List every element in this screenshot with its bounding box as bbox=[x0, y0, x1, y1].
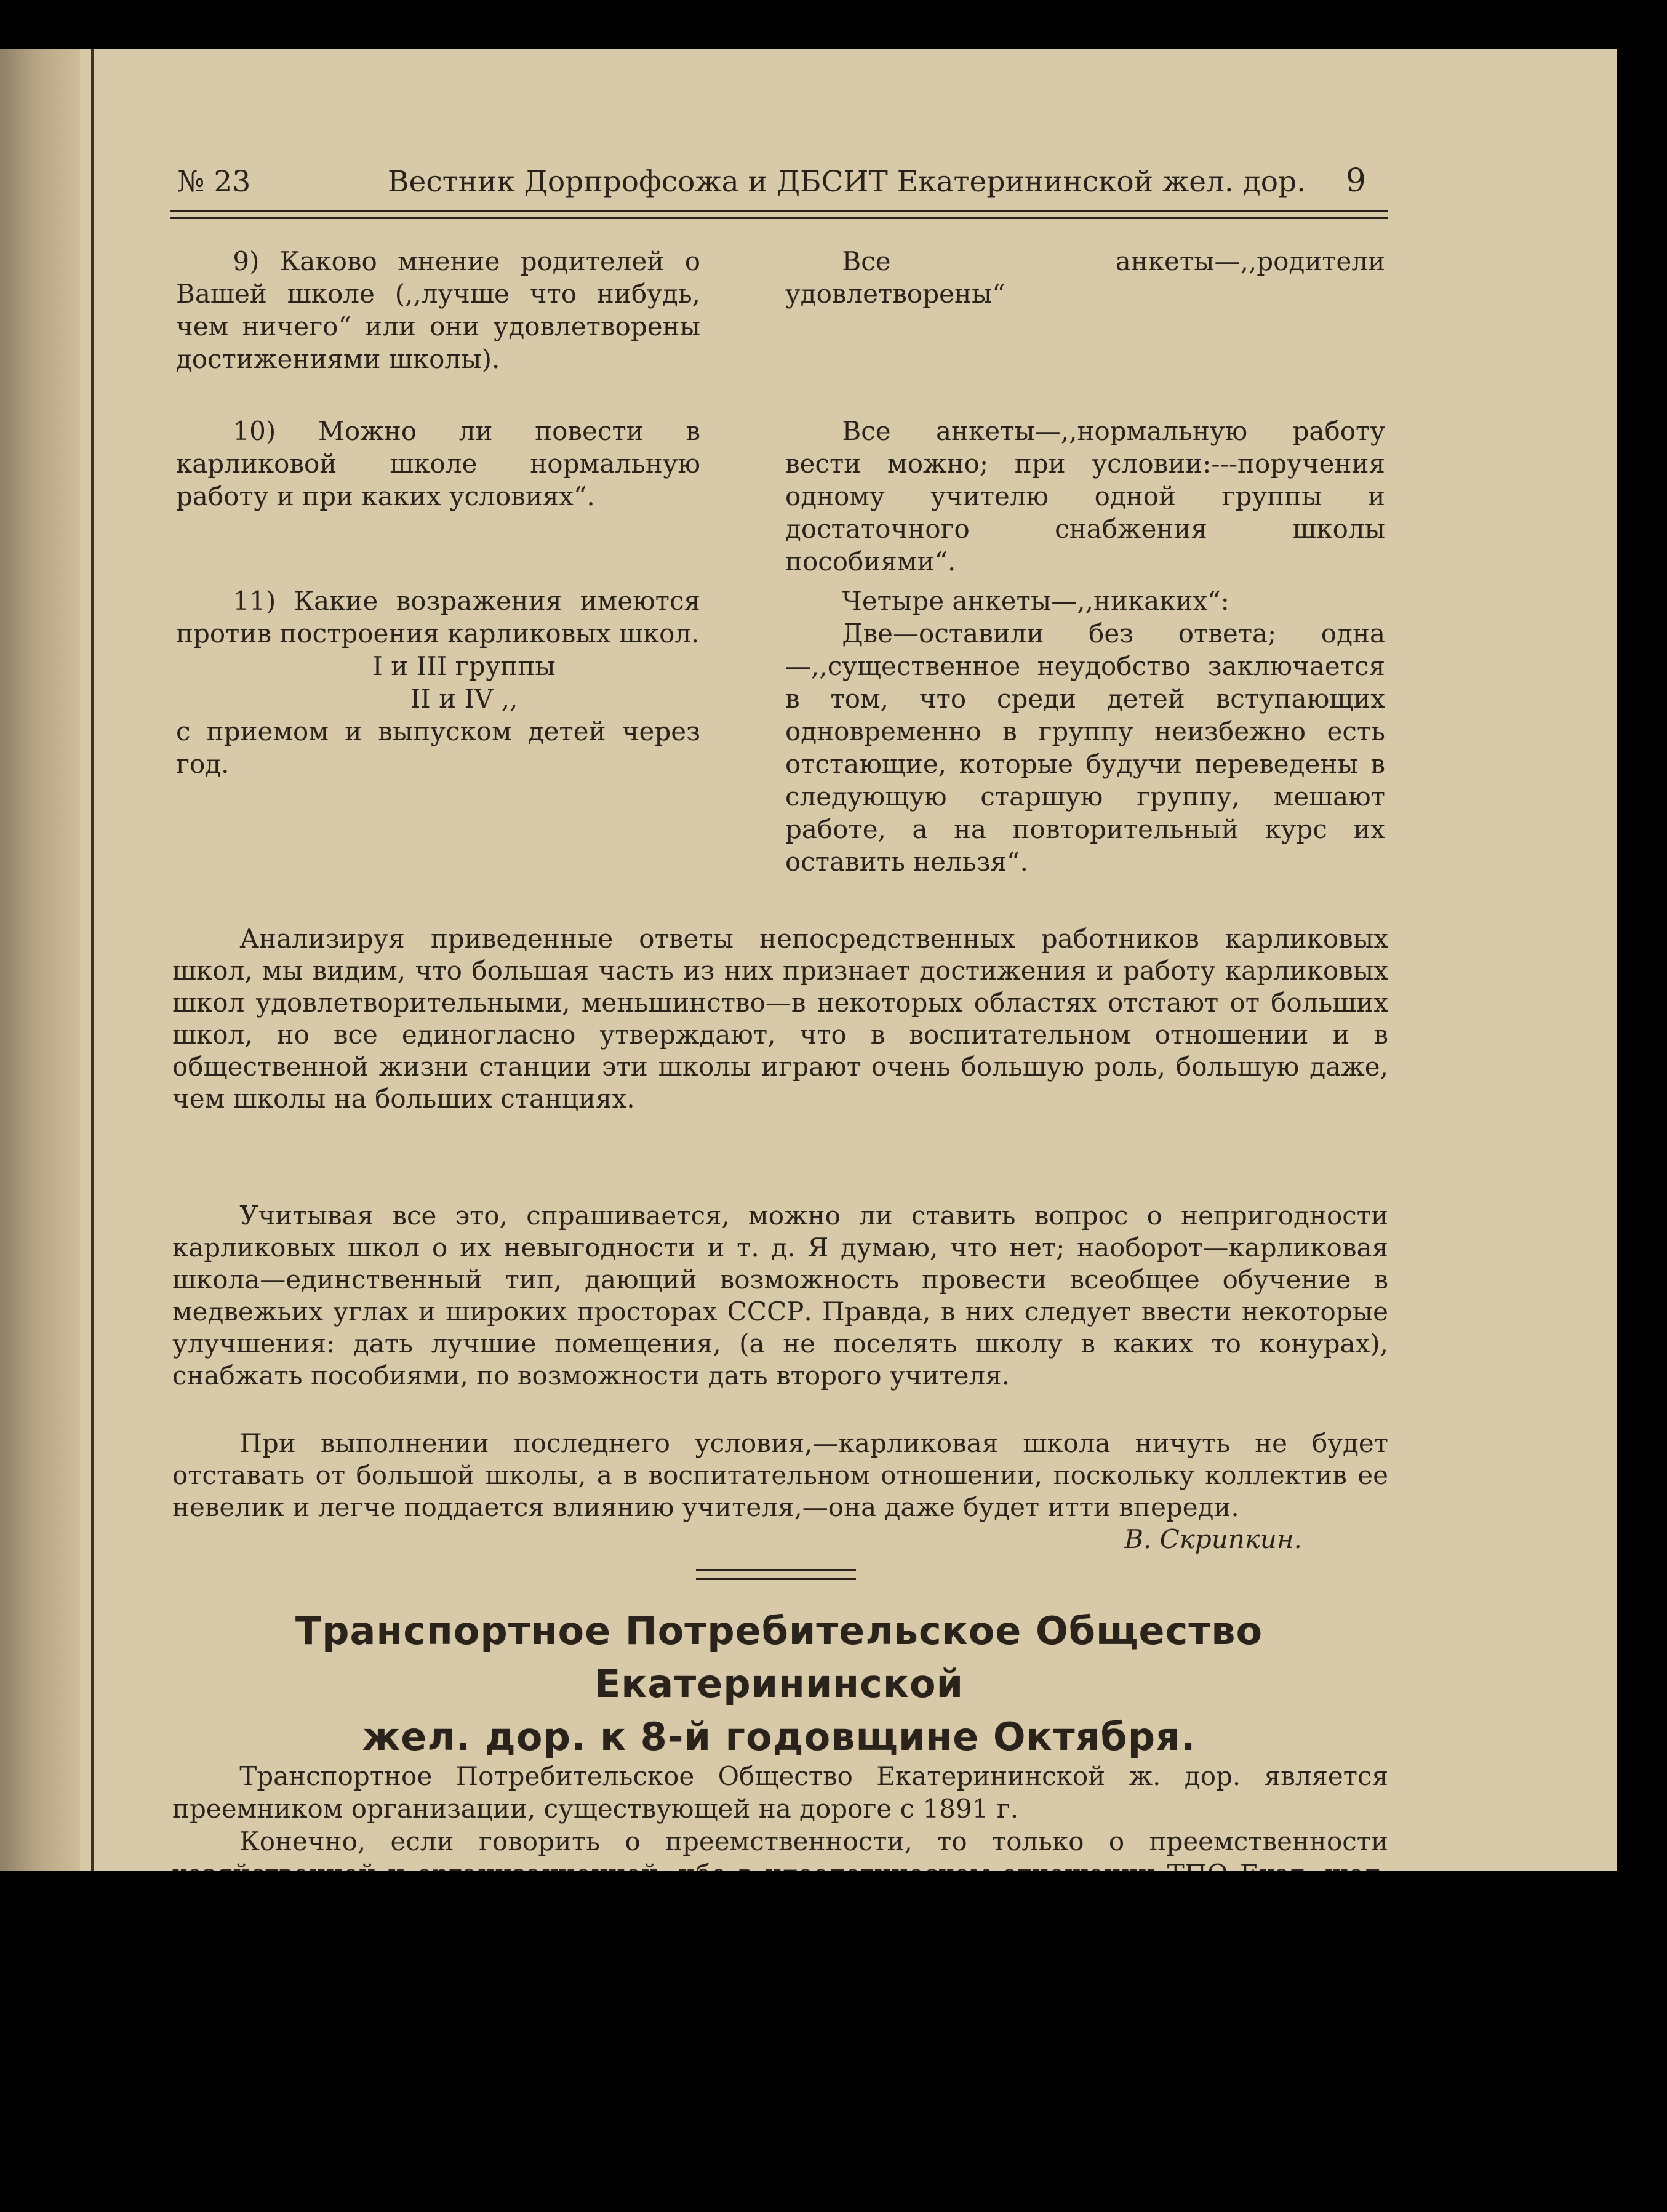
book-spine bbox=[0, 49, 80, 1871]
answer-11-line-1: Четыре анкеты—,,никаких“: bbox=[842, 586, 1229, 616]
question-9 bbox=[176, 245, 700, 375]
answer-9 bbox=[785, 245, 1385, 310]
question-11-group-1: I и III группы bbox=[372, 651, 556, 681]
body-paragraph-3 bbox=[172, 1427, 1388, 1555]
issue-number: № 23 bbox=[177, 165, 251, 199]
header-rule bbox=[170, 210, 1388, 219]
answer-11 bbox=[785, 585, 1385, 878]
question-11-intro: 11) Какие возражения имеются против построения карликовых школ. bbox=[176, 586, 700, 649]
page bbox=[0, 49, 1617, 1871]
author-signature: В. Скрипкин. bbox=[1124, 1524, 1302, 1554]
answer-9-text: Все анкеты—,,родители удовлетворены“ bbox=[785, 246, 1385, 309]
body-paragraph-2-text: Учитывая все это, спрашивается, можно ли ставить вопрос о непригодности карликовых школ о их невыгодности и т. д. Я думаю, что нет; наоборот—карликовая школа—единственный тип, дающий возможность провести всеобщее обучение в медвежьих углах и широких просторах СССР. Правда, в них следует ввести некоторые улучшения: дать лучшие помещения, (а не поселять школу в каких то конурах), снабжать пособиями, по возможности дать второго учителя. bbox=[172, 1200, 1388, 1391]
answer-10-text: Все анкеты—,,нормальную работу вести можно; при условии:---поручения одному учителю одной группы и достаточного снабжения школы пособиями“. bbox=[785, 416, 1385, 577]
page-content bbox=[170, 49, 1388, 1871]
running-header bbox=[170, 162, 1388, 206]
question-11-end: с приемом и выпуском детей через год. bbox=[176, 716, 700, 779]
question-11 bbox=[176, 585, 700, 780]
journal-title: Вестник Дорпрофсожа и ДБСИТ Екатерининской жел. дор. bbox=[388, 165, 1306, 199]
article-paragraph-1: Транспортное Потребительское Общество Екатерининской ж. дор. является преемником организации, существующей на дороге с 1891 г. bbox=[172, 1761, 1388, 1824]
article-title-line-2: жел. дор. к 8-й годовщине Октября. bbox=[362, 1714, 1196, 1759]
body-paragraph-3-text: При выполнении последнего условия,—карликовая школа ничуть не будет отставать от большой школы, а в воспитательном отношении, поскольку коллектив ее невелик и легче поддается влиянию учителя,—она даже будет итти впереди. bbox=[172, 1428, 1388, 1522]
section-separator bbox=[696, 1569, 856, 1580]
question-10-text: 10) Можно ли повести в карликовой школе нормальную работу и при каких условиях“. bbox=[176, 416, 700, 511]
page-number: 9 bbox=[1345, 162, 1366, 199]
answer-11-line-2: Две—оставили без ответа; одна—,,существенное неудобство заключается в том, что среди детей вступающих одновременно в группу неизбежно есть отстающие, которые будучи переведены в следующую старшую группу, мешают работе, а на повторительный курс их оставить нельзя“. bbox=[785, 618, 1385, 877]
body-paragraph-1 bbox=[172, 923, 1388, 1115]
question-10 bbox=[176, 415, 700, 513]
article-title-line-1: Транспортное Потребительское Общество Екатерининской bbox=[295, 1608, 1263, 1706]
spine-edge-line bbox=[91, 49, 94, 1871]
scan-background bbox=[0, 1871, 1667, 2212]
question-11-group-2: II и IV ,, bbox=[410, 684, 518, 714]
question-9-text: 9) Каково мнение родителей о Вашей школе (,,лучше что нибудь, чем ничего“ или они удовлетворены достижениями школы). bbox=[176, 246, 700, 374]
body-paragraph-2 bbox=[172, 1200, 1388, 1392]
article-title bbox=[170, 1605, 1388, 1763]
question-11-groups bbox=[176, 650, 700, 715]
answer-10 bbox=[785, 415, 1385, 578]
article-paragraph-2: Конечно, если говорить о преемственности, то только о преемственности bbox=[239, 1826, 1388, 1856]
body-paragraph-1-text: Анализируя приведенные ответы непосредственных работников карликовых школ, мы видим, что большая часть из них признает достижения и работу карликовых школ удовлетворительными, меньшинство—в некоторых областях отстают от больших школ, но все единогласно утверждают, что в воспитательном отношении и в общественной жизни станции эти школы играют очень большую роль, большую даже, чем школы на больших станциях. bbox=[172, 924, 1388, 1114]
